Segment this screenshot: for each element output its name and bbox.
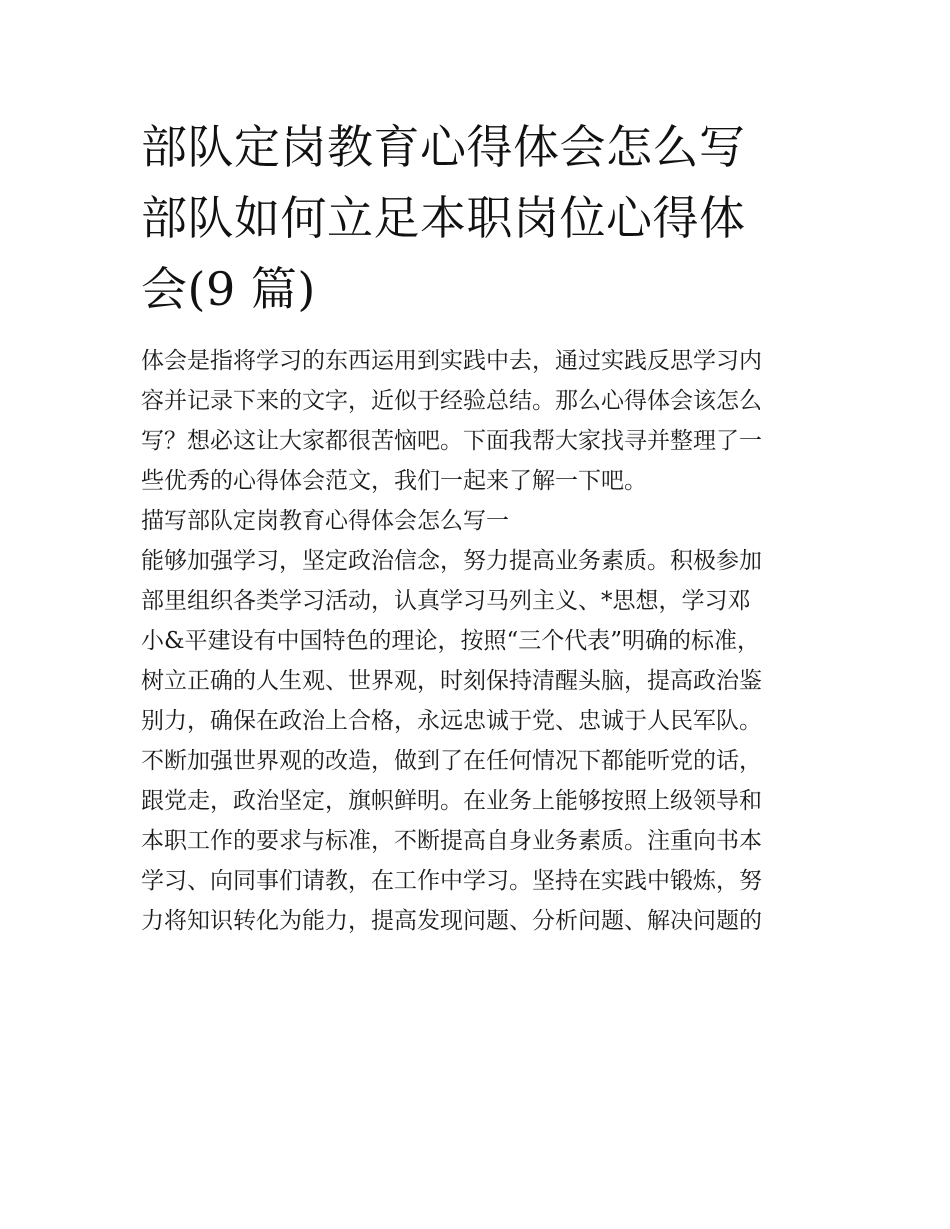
section-line: 树立正确的人生观、世界观，时刻保持清醒头脑，提高政治鉴 bbox=[141, 668, 762, 694]
section-line: 能够加强学习，坚定政治信念，努力提高业务素质。积极参加 bbox=[141, 548, 762, 574]
title-line-1: 部队定岗教育心得体会怎么写 bbox=[141, 120, 746, 174]
intro-line: 写？想必这让大家都很苦恼吧。下面我帮大家找寻并整理了一 bbox=[141, 428, 762, 454]
section-line: 跟党走，政治坚定，旗帜鲜明。在业务上能够按照上级领导和 bbox=[141, 788, 762, 814]
section-line: 本职工作的要求与标准，不断提高自身业务素质。注重向书本 bbox=[141, 828, 762, 854]
intro-line: 容并记录下来的文字，近似于经验总结。那么心得体会该怎么 bbox=[141, 388, 762, 414]
intro-line: 体会是指将学习的东西运用到实践中去，通过实践反思学习内 bbox=[141, 348, 762, 374]
section-line: 不断加强世界观的改造，做到了在任何情况下都能听党的话， bbox=[141, 748, 762, 774]
section-paragraph bbox=[141, 541, 813, 941]
document-body bbox=[141, 341, 813, 941]
intro-line: 些优秀的心得体会范文，我们一起来了解一下吧。 bbox=[141, 468, 647, 494]
section-line: 学习、向同事们请教，在工作中学习。坚持在实践中锻炼，努 bbox=[141, 868, 762, 894]
intro-paragraph bbox=[141, 341, 813, 501]
document-title bbox=[141, 112, 813, 325]
section-line: 别力，确保在政治上合格，永远忠诚于党、忠诚于人民军队。 bbox=[141, 708, 762, 734]
section-line: 小&平建设有中国特色的理论，按照“三个代表”明确的标准， bbox=[141, 628, 760, 654]
title-line-2: 部队如何立足本职岗位心得体 bbox=[141, 191, 746, 245]
title-line-3: 会(9 篇) bbox=[141, 262, 316, 316]
section-line: 力将知识转化为能力，提高发现问题、分析问题、解决问题的 bbox=[141, 908, 762, 934]
section-heading: 描写部队定岗教育心得体会怎么写一 bbox=[141, 508, 509, 534]
document-page bbox=[141, 112, 813, 941]
section-line: 部里组织各类学习活动，认真学习马列主义、*思想，学习邓 bbox=[141, 588, 751, 614]
